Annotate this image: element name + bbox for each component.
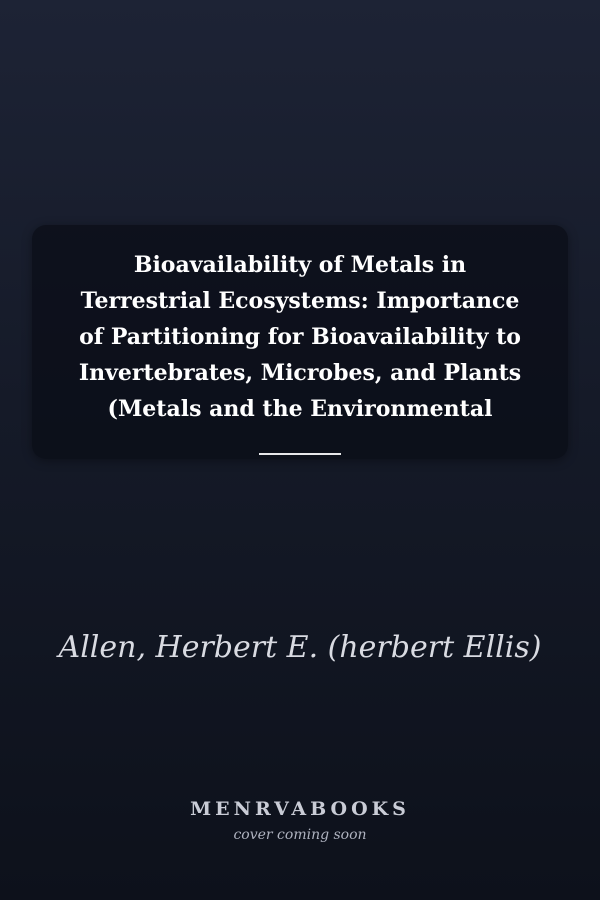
title-line: Bioavailability of Metals in xyxy=(133,252,467,278)
book-author: Allen, Herbert E. (herbert Ellis) xyxy=(58,630,542,665)
title-line: of Partitioning for Bioavailability to xyxy=(79,324,521,350)
title-line: Invertebrates, Microbes, and Plants xyxy=(78,360,522,386)
publisher-name: MENRVABOOKS xyxy=(190,798,410,820)
title-line: (Metals and the Environmental xyxy=(107,396,493,422)
cover-note: cover coming soon xyxy=(233,827,367,843)
book-title xyxy=(52,247,548,427)
title-divider xyxy=(259,453,341,455)
title-line: Terrestrial Ecosystems: Importance xyxy=(80,288,520,314)
